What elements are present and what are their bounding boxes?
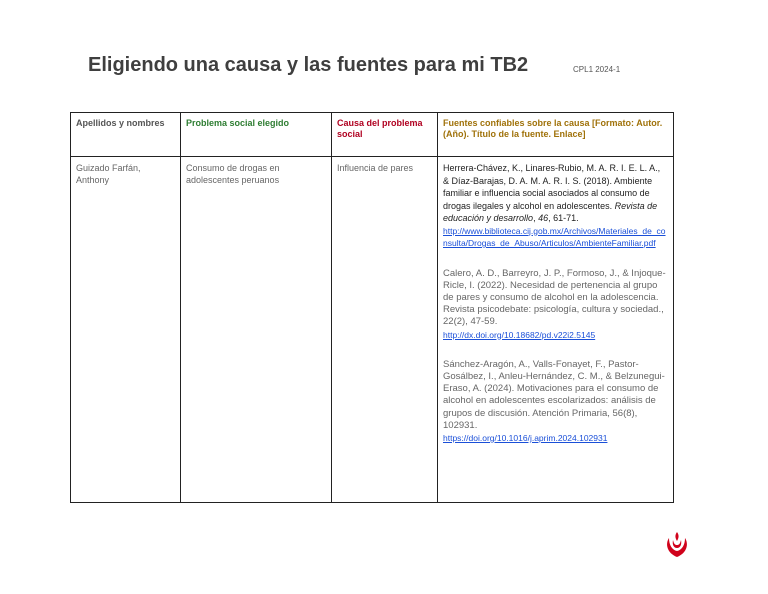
reference-1-volume: 46: [538, 213, 549, 223]
sources-table: [70, 112, 674, 503]
header-sources: Fuentes confiables sobre la causa [Formato: Autor. (Año). Título de la fuente. Enlace]: [438, 113, 674, 157]
cell-cause: Influencia de pares: [332, 157, 438, 503]
reference-1-pages: , 61-71.: [548, 213, 579, 223]
cell-problem: Consumo de drogas en adolescentes peruanos: [181, 157, 332, 503]
header-problem: Problema social elegido: [181, 113, 332, 157]
flame-logo-icon: [664, 531, 690, 559]
reference-2-link[interactable]: http://dx.doi.org/10.18682/pd.v22i2.5145: [443, 329, 596, 340]
header-names: Apellidos y nombres: [71, 113, 181, 157]
table-row: [71, 157, 674, 503]
table-header-row: [71, 113, 674, 157]
reference-3-link[interactable]: https://doi.org/10.1016/j.aprim.2024.102931: [443, 432, 608, 443]
cell-names: Guizado Farfán, Anthony: [71, 157, 181, 503]
header-cause: Causa del problema social: [332, 113, 438, 157]
reference-2-text: Calero, A. D., Barreyro, J. P., Formoso, J., & Injoque-Ricle, I. (2022). Necesidad de pertenencia al grupo de pares y consumo de alcohol en la adolescencia. Revista psicodebate: psicología, cultura y sociedad., 22(2), 47-59.: [443, 267, 666, 328]
course-code: CPL1 2024-1: [573, 65, 621, 74]
reference-1-text: Herrera-Chávez, K., Linares-Rubio, M. A. R. I. E. L. A., & Díaz-Barajas, D. A. M. A. R. I. S. (2018). Ambiente familiar e influencia social asociados al consumo de drogas ilegales y alcohol en adolescentes.: [443, 163, 661, 211]
reference-3-text: Sánchez-Aragón, A., Valls-Fonayet, F., Pastor-Gosálbez, I., Anleu-Hernández, C. M., & Belzunegui-Eraso, A. (2024). Motivaciones para el consumo de alcohol en adolescentes escolarizados: análisis de grupos de discusión. Atención Primaria, 56(8), 102931.: [443, 358, 665, 431]
reference-1-journal: Revista de educación y desarrollo: [443, 200, 658, 223]
reference-1-link[interactable]: http://www.biblioteca.cij.gob.mx/Archivos/Materiales_de_consulta/Drogas_de_Abuso/Articulos/AmbienteFamiliar.pdf: [443, 225, 666, 248]
page-title: Eligiendo una causa y las fuentes para mi TB2: [88, 54, 529, 76]
reference-1: Herrera-Chávez, K., Linares-Rubio, M. A. R. I. E. L. A., & Díaz-Barajas, D. A. M. A. R. I. S. (2018). Ambiente familiar e influencia social asociados al consumo de drogas ilegales y alcohol en adolescentes. Revista de educación y desarrollo, 46, 61-71. http://www.biblioteca.cij.gob.mx/Archivos/Materiales_de_consulta/Drogas_de_Abuso/Articulos/AmbienteFamiliar.pdf: [443, 162, 668, 250]
cell-sources: [438, 157, 674, 503]
reference-2: [443, 268, 668, 341]
reference-3: [443, 359, 668, 444]
